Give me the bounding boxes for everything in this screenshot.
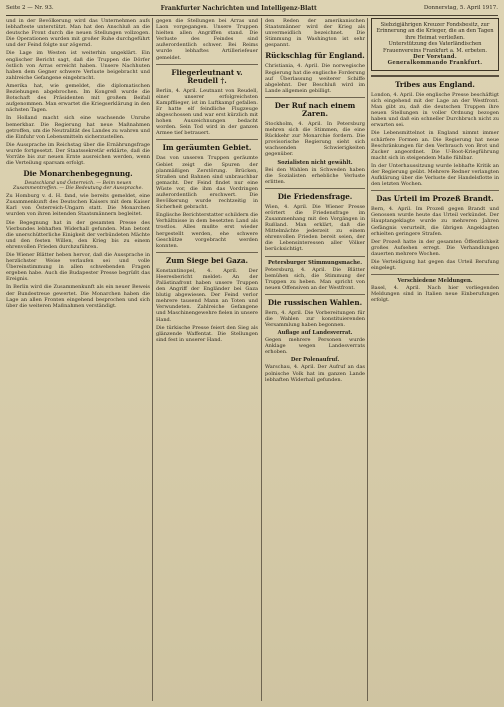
article-heading: Die Monarchenbegegnung.: [23, 169, 133, 179]
newspaper-title: Frankfurter Nachrichten und Intelligenz-Blatt: [160, 5, 317, 12]
section-rule: [156, 64, 258, 65]
section-rule: [371, 274, 499, 275]
column-divider: [367, 18, 368, 701]
article-text: Bern, 4. April. Die Vorbereitungen für die Wahlen zur konstituierenden Versammlung haben begonnen.: [265, 309, 365, 329]
article-text: Die Verteidigung hat gegen das Urteil Berufung eingelegt.: [371, 259, 499, 272]
column-divider: [261, 18, 262, 701]
section-rule: [265, 97, 365, 98]
article-text: Zu Homburg v. d. H. fand, wie bereits gemeldet, eine Zusammenkunft des Deutschen Kaisers mit dem Kaiser Karl von Österreich-Ungarn statt. Die Monarchen wurden von ihren leitenden Staatsmännern begleitet.: [6, 193, 150, 218]
article-heading: Fliegerleutnant v. Reudell †.: [171, 67, 243, 85]
column-4: [371, 18, 499, 701]
article-text: Warschau, 4. April. Der Aufruf an das polnische Volk hat im ganzen Lande lebhaften Widerhall gefunden.: [265, 364, 365, 383]
article-text: Englische Berichterstatter schildern die Verhältnisse in dem besetzten Land als trostlos. Alles mußte erst wieder hergestellt werden, ehe schwere Geschütze vorgebracht werden konnten.: [156, 212, 258, 249]
section-rule: [156, 139, 258, 140]
section-rule: [265, 188, 365, 189]
article-text: Die Lebensmittelnot in England nimmt immer schärfere Formen an. Die Regierung hat neue Beschränkungen für den Verbrauch von Brot und Zucker angeordnet. Die U-Boot-Kriegführung macht sich in steigendem Maße fühlbar.: [371, 130, 499, 161]
article-text: Die Wiener Blätter heben hervor, daß die Aussprache in herzlichster Weise verlaufen sei und volle Übereinstimmung in allen schwebenden Fragen ergeben habe. Auch die Budapester Presse begrüßt das Ereignis.: [6, 252, 150, 283]
section-rule: [156, 252, 258, 253]
article-text: Amerika hat, wie gemeldet, die diplomatischen Beziehungen abgebrochen. Im Kongreß wurde die Botschaft des Präsidenten mit großem Beifall aufgenommen. Man erwartet die Kriegserklärung in den nächsten Tagen.: [6, 82, 150, 114]
article-text: Petersburg, 4. April. Die Blätter bemühen sich, die Stimmung der Truppen zu heben. Man spricht von neuen Offensiven an der Westfront.: [265, 266, 365, 291]
article-text: In Berlin wird die Zusammenkunft als ein neuer Beweis der Bundestreue gewertet. Die Monarchen haben die Lage an allen Fronten eingehend besprochen und sich über die weiteren Maßnahmen verständigt.: [6, 284, 150, 309]
notice-signature: Generalkommando Frankfurt.: [387, 60, 483, 67]
article-text: Bei den Wahlen in Schweden haben die Sozialisten erhebliche Verluste erlitten.: [265, 166, 365, 185]
article-subheading: Deutschland und Österreich. — Beim neuen Zusammentreffen. — Die Bedeutung der Aussprache.: [13, 181, 143, 192]
article-text: Christiania, 4. April. Die norwegische Regierung hat die englische Forderung auf Überlassung weiterer Schiffe abgelehnt. Der Beschluß wird im Lande allgemein gebilligt.: [265, 63, 365, 94]
article-text: Der Prozeß hatte in der gesamten Öffentlichkeit großes Aufsehen erregt. Die Verhandlungen dauerten mehrere Wochen.: [371, 238, 499, 257]
article-text: Basel, 4. April. Nach hier vorliegenden Meldungen sind in Italien neue Einberufungen erfolgt.: [371, 285, 499, 304]
article-subheading: Der Polenaufruf.: [290, 357, 340, 364]
article-heading: Zum Siege bei Gaza.: [165, 255, 249, 265]
article-text: Die Begegnung hat in der gesamten Presse des Vierbundes lebhaften Widerhall gefunden. Man betont die unerschütterliche Einigkeit der verbündeten Mächte und den festen Willen, den Krieg bis zu einem ehrenvollen Frieden durchzuführen.: [6, 219, 150, 250]
article-text: Die Aussprache im Reichstag über die Ernährungsfrage wurde fortgesetzt. Der Staatssekretär erklärte, daß die Vorräte bis zur neuen Ernte ausreichen werden, wenn die Verteilung sparsam erfolgt.: [6, 141, 150, 167]
article-text: Gegen mehrere Personen wurde Anklage wegen Landesverrats erhoben.: [265, 337, 365, 356]
notice-text: Unterstützung des Vaterländischen Frauenvereins Frankfurt a. M. erbeten.: [382, 41, 487, 54]
article-text: Konstantinopel, 4. April. Der Heeresbericht meldet: An der Palästinafront haben unsere Truppen den Angriff der Engländer bei Gaza blutig abgewiesen. Der Feind verlor mehrere tausend Mann an Toten und Verwundeten. Zahlreiche Gefangene und Maschinengewehre fielen in unsere Hand.: [156, 267, 258, 323]
article-heading: Das Urteil im Prozeß Brandt.: [376, 194, 494, 204]
header-rule: [6, 15, 498, 16]
article-heading: Der Ruf nach einem Zaren.: [274, 100, 356, 118]
article-heading: Die Friedensfrage.: [277, 191, 353, 201]
column-divider: [152, 18, 153, 701]
section-rule: [265, 256, 365, 257]
article-text: In Holland macht sich eine wachsende Unruhe bemerkbar. Die Regierung hat neue Maßnahmen getroffen, um die Neutralität des Landes zu wahren und die Einfuhr von Lebensmitteln sicherzustellen.: [6, 115, 150, 140]
article-heading: Die russischen Wahlen.: [267, 297, 363, 307]
article-text: den Reden der amerikanischen Staatsmänner wird der Krieg als unvermeidlich bezeichnet. Die Stimmung in Washington ist sehr gespannt.: [265, 18, 365, 49]
column-1: [6, 18, 150, 701]
article-text: In der Unterhaussitzung wurde lebhafte Kritik an der Regierung geübt. Mehrere Redner verlangten Aufklärung über die Verluste der Handelsflotte in den letzten Wochen.: [371, 162, 499, 188]
column-3: [265, 18, 365, 701]
section-rule: [265, 294, 365, 295]
article-text: London, 4. April. Die englische Presse beschäftigt sich eingehend mit der Lage an der Westfront. Man gibt zu, daß die deutschen Truppen ihre neuen Stellungen in voller Ordnung bezogen haben und daß ein schneller Durchbruch nicht zu erwarten sei.: [371, 91, 499, 129]
page-number: Seite 2 — Nr. 93.: [6, 5, 54, 12]
masthead: [6, 3, 498, 15]
section-rule: [371, 75, 499, 77]
article-text: Wien, 4. April. Die Wiener Presse erörtert die Friedensfrage im Zusammenhang mit den Vorgängen in Rußland. Man erklärt, daß die Mittelmächte jederzeit zu einem ehrenvollen Frieden bereit seien, der die Lebensinteressen aller Völker berücksichtigt.: [265, 203, 365, 253]
notice-box: [371, 18, 499, 71]
notice-text: Siebzigjährigen Kreuzer Fondsbesitz, zur Erinnerung an die Krieger, die an den Tagen ihre Heimat verließen.: [376, 22, 494, 41]
column-2: [156, 18, 258, 701]
article-text: Berlin, 4. April. Leutnant von Reudell, einer unserer erfolgreichsten Kampfflieger, ist im Luftkampf gefallen. Er hatte elf feindliche Flugzeuge abgeschossen und war erst kürzlich mit hohen Auszeichnungen bedacht worden. Sein Tod wird in der ganzen Armee tief betrauert.: [156, 87, 258, 137]
article-text: und in der Bevölkerung wird das Unternehmen aufs lebhafteste unterstützt. Man hat den Anschluß an die deutsche Front durch die neuen Stellungen vollzogen. Die Operationen wurden mit großer Ruhe durchgeführt und der Feind folgte nur zögernd.: [6, 18, 150, 49]
article-text: Bern, 4. April. Im Prozeß gegen Brandt und Genossen wurde heute das Urteil verkündet. Der Hauptangeklagte wurde zu mehreren Jahren Gefängnis verurteilt, die übrigen Angeklagten erhielten geringere Strafen.: [371, 206, 499, 237]
article-subheading: Sozialisten nicht gewählt.: [277, 159, 353, 166]
section-rule: [371, 190, 499, 191]
article-text: Das von unseren Truppen geräumte Gebiet zeigt die Spuren der planmäßigen Zerstörung. Brücken, Straßen und Bahnen sind unbrauchbar gemacht. Der Feind findet nur eine Wüste vor, die ihm das Vordringen außerordentlich erschwert. Die Bevölkerung wurde rechtzeitig in Sicherheit gebracht.: [156, 155, 258, 211]
article-subheading: Petersburger Stimmungsmache.: [267, 259, 363, 266]
article-text: Stockholm, 4. April. In Petersburg mehren sich die Stimmen, die eine Rückkehr zur Monarchie fordern. Die provisorische Regierung sieht sich wachsenden Schwierigkeiten gegenüber.: [265, 120, 365, 158]
article-subheading: Auflage auf Landesverrat.: [277, 330, 353, 337]
issue-date: Donnerstag, 5. April 1917.: [423, 5, 498, 12]
article-text: Die türkische Presse feiert den Sieg als glänzende Waffentat. Die Stellungen sind fest in unserer Hand.: [156, 324, 258, 343]
article-subheading: Verschiedene Meldungen.: [397, 278, 473, 285]
article-text: gegen die Stellungen bei Arras und Laon vorgegangen. Unsere Truppen hielten allen Angriffen stand. Die Verluste des Feindes sind außerordentlich schwer. Bei Reims wurde lebhaftes Artilleriefeuer gemeldet.: [156, 18, 258, 61]
article-heading: Im geräumten Gebiet.: [162, 143, 252, 153]
notice-signature: Der Vorstand.: [413, 54, 457, 61]
article-heading: Rückschlag für England.: [265, 51, 365, 61]
article-heading: Tribes aus England.: [395, 79, 475, 89]
article-text: Die Lage im Westen ist weiterhin ungeklärt. Ein englischer Bericht sagt, daß die Truppen die Dörfer östlich von Arras erreicht haben. Unsere Nachhuten haben dem Gegner schwere Verluste beigebracht und zahlreiche Gefangene eingebracht.: [6, 50, 150, 81]
